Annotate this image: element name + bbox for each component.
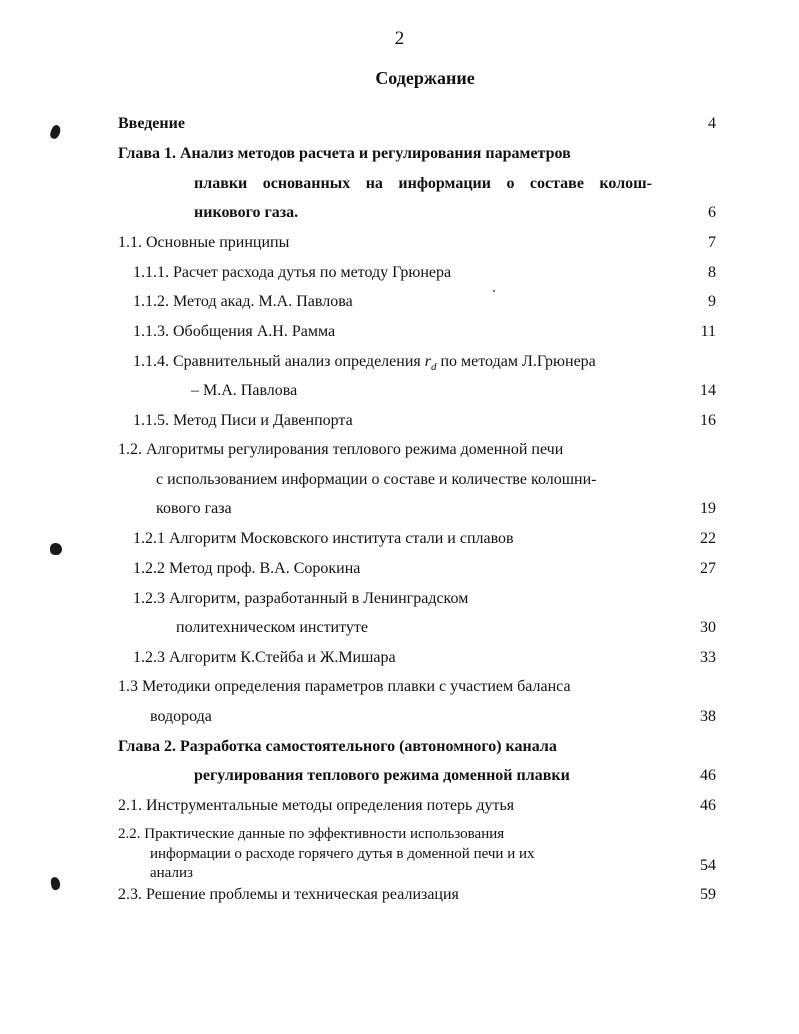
toc-entry-1-3-line-2: водорода bbox=[150, 708, 212, 725]
toc-entry-2-3: 2.3. Решение проблемы и техническая реализация bbox=[118, 886, 459, 903]
toc-entry-1-2-1: 1.2.1 Алгоритм Московского института стали и сплавов bbox=[133, 530, 514, 547]
toc-page-1-1-4: 14 bbox=[700, 382, 716, 399]
toc-page-chapter-2: 46 bbox=[700, 767, 716, 784]
toc-page-2-3: 59 bbox=[700, 886, 716, 903]
toc-page-1-1-2: 9 bbox=[708, 293, 716, 310]
toc-page-1-2-3-a: 30 bbox=[700, 619, 716, 636]
toc-entry-1-2-3-b: 1.2.3 Алгоритм К.Стейба и Ж.Мишара bbox=[133, 649, 396, 666]
toc-entry-1-2-line-3: кового газа bbox=[156, 500, 232, 517]
variable-r-d bbox=[424, 353, 437, 374]
page-number: 2 bbox=[394, 28, 405, 49]
toc-entry-1-2-3-a-line-2: политехническом институте bbox=[176, 619, 368, 636]
toc-page-1-1: 7 bbox=[708, 234, 716, 251]
page-title: Содержание bbox=[375, 68, 475, 88]
toc-page-1-3: 38 bbox=[700, 708, 716, 725]
scan-speck bbox=[493, 290, 495, 292]
toc-entry-1-2-line-1: 1.2. Алгоритмы регулирования теплового режима доменной печи bbox=[118, 441, 564, 458]
toc-entry-chapter-2-line-1: Глава 2. Разработка самостоятельного (автономного) канала bbox=[118, 738, 557, 755]
toc-page-introduction: 4 bbox=[708, 115, 716, 132]
toc-entry-1-1-4-text-start: 1.1.4. Сравнительный анализ определения bbox=[133, 353, 425, 370]
toc-entry-introduction: Введение bbox=[118, 115, 185, 132]
variable-subscript-d: d bbox=[430, 361, 437, 374]
toc-entry-2-2-line-2: информации о расходе горячего дутья в доменной печи и их bbox=[150, 846, 535, 862]
toc-entry-1-1-1: 1.1.1. Расчет расхода дутья по методу Грюнера bbox=[133, 264, 452, 281]
toc-entry-1-1-2: 1.1.2. Метод акад. М.А. Павлова bbox=[133, 293, 353, 310]
toc-page-1-2-2: 27 bbox=[700, 560, 716, 577]
toc-entry-1-1-3: 1.1.3. Обобщения А.Н. Рамма bbox=[133, 323, 336, 340]
toc-page-2-1: 46 bbox=[700, 797, 716, 814]
toc-entry-chapter-1-line-3: никового газа. bbox=[194, 204, 299, 221]
toc-entry-1-1-4-line-2: – М.А. Павлова bbox=[191, 382, 298, 399]
toc-page-2-2: 54 bbox=[700, 857, 716, 874]
toc-entry-chapter-1-line-1: Глава 1. Анализ методов расчета и регулирования параметров bbox=[118, 145, 571, 162]
toc-page-1-2-1: 22 bbox=[700, 530, 716, 547]
toc-entry-1-3-line-1: 1.3 Методики определения параметров плавки с участием баланса bbox=[118, 678, 571, 695]
toc-entry-2-2-line-1: 2.2. Практические данные по эффективности использования bbox=[118, 826, 505, 842]
toc-entry-1-1-5: 1.1.5. Метод Писи и Давенпорта bbox=[133, 412, 353, 429]
scan-mark-middle bbox=[50, 543, 62, 555]
toc-entry-chapter-1-line-2: плавки основанных на информации о составе колош- bbox=[194, 175, 652, 192]
toc-page-chapter-1: 6 bbox=[708, 204, 716, 221]
toc-entry-1-2-2: 1.2.2 Метод проф. В.А. Сорокина bbox=[133, 560, 361, 577]
variable-r: r bbox=[424, 353, 431, 370]
toc-page-1-2: 19 bbox=[700, 500, 716, 517]
toc-page-1-1-5: 16 bbox=[700, 412, 716, 429]
toc-entry-1-1-4-line-1 bbox=[133, 352, 596, 377]
toc-entry-2-1: 2.1. Инструментальные методы определения потерь дутья bbox=[118, 797, 515, 814]
toc-entry-2-2-line-3: анализ bbox=[150, 865, 193, 881]
toc-page-1-2-3-b: 33 bbox=[700, 649, 716, 666]
toc-entry-1-1: 1.1. Основные принципы bbox=[118, 234, 290, 251]
toc-page-1-1-1: 8 bbox=[708, 264, 716, 281]
toc-page-1-1-3: 11 bbox=[700, 323, 716, 340]
toc-entry-1-2-3-a-line-1: 1.2.3 Алгоритм, разработанный в Ленинградском bbox=[133, 590, 469, 607]
toc-entry-1-2-line-2: с использованием информации о составе и количестве колошни- bbox=[156, 471, 597, 488]
toc-entry-1-1-4-text-end: по методам Л.Грюнера bbox=[436, 353, 596, 370]
toc-entry-chapter-2-line-2: регулирования теплового режима доменной плавки bbox=[194, 767, 570, 784]
